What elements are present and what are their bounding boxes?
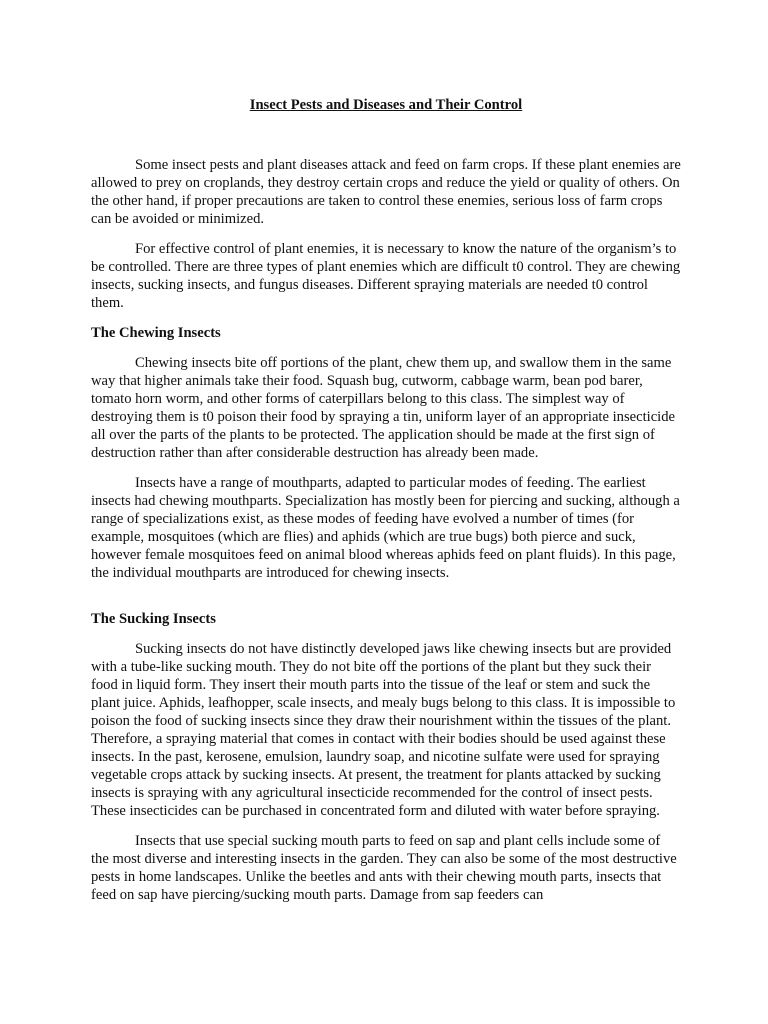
document-title: Insect Pests and Diseases and Their Control	[249, 97, 523, 113]
chewing-paragraph-2: Insects have a range of mouthparts, adapted to particular modes of feeding. The earliest insects had chewing mouthparts. Specialization has mostly been for piercing and sucking, although a range of specializations exist, as these modes of feeding have evolved a number of times (for example, mosquitoes (which are flies) and aphids (which are true bugs) both pierce and suck, however female mosquitoes feed on animal blood whereas aphids feed on plant fluids). In this page, the individual mouthparts are introduced for chewing insects.	[91, 475, 680, 581]
intro-paragraph-1: Some insect pests and plant diseases attack and feed on farm crops. If these plant enemies are allowed to prey on croplands, they destroy certain crops and reduce the yield or quality of others. On the other hand, if proper precautions are taken to control these enemies, serious loss of farm crops can be avoided or minimized.	[91, 157, 681, 227]
chewing-paragraph-1: Chewing insects bite off portions of the plant, chew them up, and swallow them in the same way that higher animals take their food. Squash bug, cutworm, cabbage warm, bean pod barer, tomato horn worm, and other forms of caterpillars belong to this class. The simplest way of destroying them is t0 poison their food by spraying a tin, uniform layer of an appropriate insecticide all over the parts of the plants to be protected. The application should be made at the first sign of destruction rather than after considerable destruction has already been made.	[91, 355, 676, 461]
sucking-paragraph-1: Sucking insects do not have distinctly developed jaws like chewing insects but are provided with a tube-like sucking mouth. They do not bite off the portions of the plant but they suck their food in liquid form. They insert their mouth parts into the tissue of the leaf or stem and suck the plant juice. Aphids, leafhopper, scale insects, and mealy bugs belong to this class. It is impossible to poison the food of sucking insects since they draw their nourishment within the tissues of the plant. Therefore, a spraying material that comes in contact with their bodies should be used against these insects. In the past, kerosene, emulsion, laundry soap, and nicotine sulfate were used for spraying vegetable crops attack by sucking insects. At present, the treatment for plants attacked by sucking insects is spraying with any agricultural insecticide recommended for the control of insect pests. These insecticides can be purchased in concentrated form and diluted with water before spraying.	[91, 641, 676, 819]
document-page	[91, 90, 681, 904]
intro-paragraph-2: For effective control of plant enemies, it is necessary to know the nature of the organism’s to be controlled. There are three types of plant enemies which are difficult t0 control. They are chewing insects, sucking insects, and fungus diseases. Different spraying materials are needed t0 control them.	[91, 241, 681, 311]
section-heading-sucking-insects: The Sucking Insects	[91, 611, 216, 627]
sucking-paragraph-2: Insects that use special sucking mouth parts to feed on sap and plant cells include some of the most diverse and interesting insects in the garden. They can also be some of the most destructive pests in home landscapes. Unlike the beetles and ants with their chewing mouth parts, insects that feed on sap have piercing/sucking mouth parts. Damage from sap feeders can	[91, 833, 677, 903]
section-heading-chewing-insects: The Chewing Insects	[91, 325, 221, 341]
